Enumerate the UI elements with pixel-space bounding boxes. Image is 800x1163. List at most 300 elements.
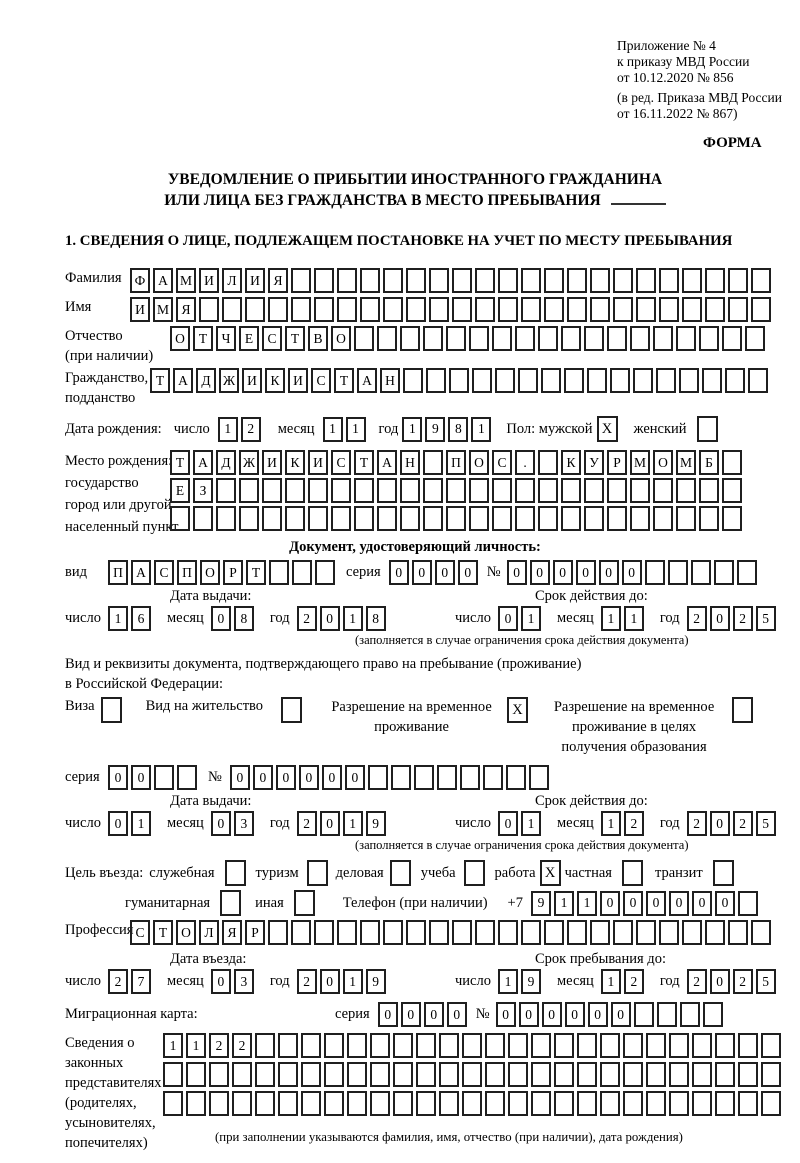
char-cell[interactable] [518, 368, 538, 393]
char-cell[interactable] [469, 506, 489, 531]
char-cell[interactable] [705, 268, 725, 293]
char-cell[interactable] [725, 368, 745, 393]
char-cell[interactable]: 2 [687, 811, 707, 836]
char-cell[interactable] [715, 1033, 735, 1058]
char-cell[interactable] [291, 297, 311, 322]
char-cell[interactable] [347, 1033, 367, 1058]
char-cell[interactable]: 1 [577, 891, 597, 916]
char-cell[interactable] [452, 297, 472, 322]
char-cell[interactable] [370, 1033, 390, 1058]
char-cell[interactable]: Т [153, 920, 173, 945]
char-cell[interactable] [668, 560, 688, 585]
char-cell[interactable] [646, 1033, 666, 1058]
char-cell[interactable]: Д [216, 450, 236, 475]
char-cell[interactable] [630, 326, 650, 351]
char-cell[interactable] [416, 1062, 436, 1087]
char-cell[interactable] [515, 478, 535, 503]
char-cell[interactable]: 2 [624, 969, 644, 994]
char-cell[interactable] [439, 1033, 459, 1058]
char-cell[interactable]: 0 [519, 1002, 539, 1027]
char-cell[interactable] [308, 478, 328, 503]
char-cell[interactable] [292, 560, 312, 585]
char-cell[interactable] [669, 1033, 689, 1058]
char-cell[interactable]: М [630, 450, 650, 475]
char-cell[interactable]: 0 [622, 560, 642, 585]
char-cell[interactable]: И [262, 450, 282, 475]
char-cell[interactable]: 0 [108, 765, 128, 790]
purpose-business-checkbox[interactable] [390, 860, 411, 886]
char-cell[interactable]: Т [334, 368, 354, 393]
char-cell[interactable] [370, 1062, 390, 1087]
char-cell[interactable] [630, 478, 650, 503]
char-cell[interactable] [492, 478, 512, 503]
char-cell[interactable]: 0 [131, 765, 151, 790]
char-cell[interactable]: Н [400, 450, 420, 475]
char-cell[interactable] [676, 478, 696, 503]
char-cell[interactable] [623, 1091, 643, 1116]
char-cell[interactable]: 0 [230, 765, 250, 790]
char-cell[interactable]: 0 [599, 560, 619, 585]
char-cell[interactable] [584, 478, 604, 503]
char-cell[interactable]: К [285, 450, 305, 475]
char-cell[interactable] [400, 478, 420, 503]
char-cell[interactable] [600, 1033, 620, 1058]
char-cell[interactable]: Т [193, 326, 213, 351]
char-cell[interactable] [600, 1091, 620, 1116]
char-cell[interactable] [508, 1062, 528, 1087]
char-cell[interactable] [324, 1091, 344, 1116]
sex-female-checkbox[interactable] [697, 416, 718, 442]
char-cell[interactable]: С [262, 326, 282, 351]
char-cell[interactable] [613, 297, 633, 322]
char-cell[interactable]: 0 [692, 891, 712, 916]
char-cell[interactable] [669, 1091, 689, 1116]
char-cell[interactable] [262, 506, 282, 531]
char-cell[interactable]: О [653, 450, 673, 475]
char-cell[interactable] [761, 1033, 781, 1058]
char-cell[interactable]: 5 [756, 811, 776, 836]
char-cell[interactable] [554, 1062, 574, 1087]
char-cell[interactable] [567, 297, 587, 322]
char-cell[interactable] [324, 1033, 344, 1058]
char-cell[interactable]: 2 [297, 811, 317, 836]
char-cell[interactable] [531, 1091, 551, 1116]
char-cell[interactable] [607, 478, 627, 503]
char-cell[interactable] [163, 1091, 183, 1116]
char-cell[interactable]: 2 [733, 969, 753, 994]
char-cell[interactable]: 0 [507, 560, 527, 585]
char-cell[interactable] [646, 1062, 666, 1087]
char-cell[interactable]: О [170, 326, 190, 351]
char-cell[interactable] [186, 1062, 206, 1087]
char-cell[interactable] [554, 1091, 574, 1116]
char-cell[interactable] [538, 506, 558, 531]
char-cell[interactable] [469, 326, 489, 351]
char-cell[interactable] [702, 368, 722, 393]
char-cell[interactable]: 6 [131, 606, 151, 631]
char-cell[interactable] [416, 1091, 436, 1116]
char-cell[interactable] [177, 765, 197, 790]
char-cell[interactable]: С [331, 450, 351, 475]
char-cell[interactable] [498, 920, 518, 945]
char-cell[interactable] [751, 268, 771, 293]
char-cell[interactable] [577, 1091, 597, 1116]
char-cell[interactable] [531, 1062, 551, 1087]
char-cell[interactable]: 0 [710, 969, 730, 994]
char-cell[interactable]: И [130, 297, 150, 322]
char-cell[interactable] [699, 506, 719, 531]
char-cell[interactable] [285, 478, 305, 503]
char-cell[interactable] [377, 478, 397, 503]
char-cell[interactable] [636, 920, 656, 945]
char-cell[interactable]: 0 [299, 765, 319, 790]
char-cell[interactable] [590, 920, 610, 945]
char-cell[interactable] [692, 1091, 712, 1116]
char-cell[interactable] [636, 268, 656, 293]
char-cell[interactable] [255, 1062, 275, 1087]
char-cell[interactable]: Т [170, 450, 190, 475]
char-cell[interactable] [475, 297, 495, 322]
char-cell[interactable]: П [177, 560, 197, 585]
char-cell[interactable]: 2 [297, 606, 317, 631]
char-cell[interactable] [485, 1062, 505, 1087]
char-cell[interactable] [722, 326, 742, 351]
char-cell[interactable] [446, 326, 466, 351]
char-cell[interactable] [590, 268, 610, 293]
char-cell[interactable]: 1 [521, 811, 541, 836]
char-cell[interactable]: Я [222, 920, 242, 945]
char-cell[interactable]: 1 [108, 606, 128, 631]
char-cell[interactable] [567, 920, 587, 945]
char-cell[interactable] [239, 506, 259, 531]
char-cell[interactable]: . [515, 450, 535, 475]
char-cell[interactable]: Ж [239, 450, 259, 475]
char-cell[interactable]: 1 [131, 811, 151, 836]
char-cell[interactable] [544, 920, 564, 945]
char-cell[interactable] [446, 478, 466, 503]
char-cell[interactable]: Н [380, 368, 400, 393]
char-cell[interactable]: 9 [366, 811, 386, 836]
char-cell[interactable]: 1 [624, 606, 644, 631]
char-cell[interactable]: 0 [715, 891, 735, 916]
char-cell[interactable] [722, 506, 742, 531]
char-cell[interactable] [645, 560, 665, 585]
char-cell[interactable] [508, 1033, 528, 1058]
char-cell[interactable] [748, 368, 768, 393]
char-cell[interactable]: 0 [458, 560, 478, 585]
char-cell[interactable] [659, 297, 679, 322]
char-cell[interactable]: 2 [624, 811, 644, 836]
char-cell[interactable]: Е [170, 478, 190, 503]
char-cell[interactable]: 1 [601, 969, 621, 994]
sex-male-checkbox[interactable]: X [597, 416, 618, 442]
char-cell[interactable] [199, 297, 219, 322]
char-cell[interactable] [414, 765, 434, 790]
char-cell[interactable] [163, 1062, 183, 1087]
char-cell[interactable] [291, 268, 311, 293]
char-cell[interactable] [703, 1002, 723, 1027]
char-cell[interactable] [485, 1091, 505, 1116]
char-cell[interactable] [347, 1062, 367, 1087]
char-cell[interactable]: 1 [346, 417, 366, 442]
char-cell[interactable]: 1 [521, 606, 541, 631]
char-cell[interactable] [544, 297, 564, 322]
char-cell[interactable] [561, 506, 581, 531]
char-cell[interactable] [315, 560, 335, 585]
char-cell[interactable] [360, 920, 380, 945]
char-cell[interactable] [714, 560, 734, 585]
purpose-work-checkbox[interactable]: X [540, 860, 561, 886]
char-cell[interactable]: К [561, 450, 581, 475]
char-cell[interactable] [393, 1062, 413, 1087]
char-cell[interactable]: 0 [322, 765, 342, 790]
char-cell[interactable]: М [676, 450, 696, 475]
char-cell[interactable]: 2 [687, 969, 707, 994]
char-cell[interactable] [567, 268, 587, 293]
char-cell[interactable]: 9 [425, 417, 445, 442]
char-cell[interactable]: О [200, 560, 220, 585]
char-cell[interactable] [538, 450, 558, 475]
char-cell[interactable] [314, 268, 334, 293]
purpose-other-checkbox[interactable] [294, 890, 315, 916]
char-cell[interactable] [278, 1062, 298, 1087]
char-cell[interactable] [393, 1091, 413, 1116]
char-cell[interactable] [634, 1002, 654, 1027]
char-cell[interactable] [337, 297, 357, 322]
char-cell[interactable]: 0 [611, 1002, 631, 1027]
char-cell[interactable] [653, 506, 673, 531]
char-cell[interactable]: 0 [646, 891, 666, 916]
char-cell[interactable]: 2 [241, 417, 261, 442]
char-cell[interactable] [406, 297, 426, 322]
char-cell[interactable]: А [377, 450, 397, 475]
char-cell[interactable] [400, 326, 420, 351]
char-cell[interactable]: Р [223, 560, 243, 585]
char-cell[interactable]: Б [699, 450, 719, 475]
char-cell[interactable]: А [153, 268, 173, 293]
char-cell[interactable] [232, 1091, 252, 1116]
char-cell[interactable] [577, 1062, 597, 1087]
char-cell[interactable] [653, 478, 673, 503]
char-cell[interactable] [446, 506, 466, 531]
char-cell[interactable] [370, 1091, 390, 1116]
char-cell[interactable] [657, 1002, 677, 1027]
char-cell[interactable] [728, 268, 748, 293]
char-cell[interactable]: 1 [218, 417, 238, 442]
char-cell[interactable] [630, 506, 650, 531]
char-cell[interactable]: 1 [554, 891, 574, 916]
char-cell[interactable]: 1 [601, 606, 621, 631]
char-cell[interactable]: 0 [498, 811, 518, 836]
char-cell[interactable]: С [130, 920, 150, 945]
char-cell[interactable]: 3 [234, 811, 254, 836]
char-cell[interactable] [515, 506, 535, 531]
char-cell[interactable]: Л [199, 920, 219, 945]
char-cell[interactable] [439, 1091, 459, 1116]
char-cell[interactable] [331, 506, 351, 531]
char-cell[interactable] [485, 1033, 505, 1058]
char-cell[interactable] [538, 326, 558, 351]
char-cell[interactable]: 0 [600, 891, 620, 916]
char-cell[interactable] [761, 1062, 781, 1087]
char-cell[interactable] [705, 920, 725, 945]
char-cell[interactable] [751, 920, 771, 945]
char-cell[interactable]: 0 [345, 765, 365, 790]
char-cell[interactable] [216, 478, 236, 503]
char-cell[interactable] [262, 478, 282, 503]
char-cell[interactable] [239, 478, 259, 503]
char-cell[interactable] [669, 1062, 689, 1087]
char-cell[interactable] [577, 1033, 597, 1058]
char-cell[interactable] [521, 297, 541, 322]
char-cell[interactable]: Р [245, 920, 265, 945]
char-cell[interactable] [423, 506, 443, 531]
char-cell[interactable]: 0 [401, 1002, 421, 1027]
char-cell[interactable] [255, 1091, 275, 1116]
char-cell[interactable]: 3 [234, 969, 254, 994]
char-cell[interactable] [426, 368, 446, 393]
char-cell[interactable] [331, 478, 351, 503]
char-cell[interactable] [209, 1062, 229, 1087]
char-cell[interactable]: В [308, 326, 328, 351]
char-cell[interactable] [761, 1091, 781, 1116]
char-cell[interactable]: 0 [710, 606, 730, 631]
char-cell[interactable] [423, 326, 443, 351]
char-cell[interactable] [506, 765, 526, 790]
char-cell[interactable] [475, 920, 495, 945]
char-cell[interactable] [633, 368, 653, 393]
char-cell[interactable]: А [193, 450, 213, 475]
char-cell[interactable] [607, 326, 627, 351]
char-cell[interactable]: 2 [108, 969, 128, 994]
char-cell[interactable] [705, 297, 725, 322]
purpose-tourism-checkbox[interactable] [307, 860, 328, 886]
char-cell[interactable] [472, 368, 492, 393]
char-cell[interactable]: С [492, 450, 512, 475]
char-cell[interactable]: 0 [378, 1002, 398, 1027]
char-cell[interactable] [659, 920, 679, 945]
char-cell[interactable] [193, 506, 213, 531]
char-cell[interactable]: 8 [448, 417, 468, 442]
char-cell[interactable]: 8 [234, 606, 254, 631]
char-cell[interactable] [728, 297, 748, 322]
char-cell[interactable]: 0 [553, 560, 573, 585]
char-cell[interactable]: Т [150, 368, 170, 393]
char-cell[interactable] [636, 297, 656, 322]
char-cell[interactable] [715, 1062, 735, 1087]
char-cell[interactable]: Я [176, 297, 196, 322]
char-cell[interactable] [607, 506, 627, 531]
residence-permit-checkbox[interactable] [281, 697, 302, 723]
char-cell[interactable] [416, 1033, 436, 1058]
char-cell[interactable] [699, 326, 719, 351]
char-cell[interactable] [646, 1091, 666, 1116]
char-cell[interactable]: И [288, 368, 308, 393]
char-cell[interactable] [656, 368, 676, 393]
char-cell[interactable]: 0 [253, 765, 273, 790]
char-cell[interactable]: 0 [530, 560, 550, 585]
char-cell[interactable]: 0 [576, 560, 596, 585]
purpose-study-checkbox[interactable] [464, 860, 485, 886]
char-cell[interactable] [676, 326, 696, 351]
char-cell[interactable]: 1 [343, 811, 363, 836]
char-cell[interactable]: А [173, 368, 193, 393]
purpose-private-checkbox[interactable] [622, 860, 643, 886]
char-cell[interactable] [377, 506, 397, 531]
char-cell[interactable] [268, 297, 288, 322]
char-cell[interactable] [653, 326, 673, 351]
char-cell[interactable] [745, 326, 765, 351]
char-cell[interactable] [393, 1033, 413, 1058]
char-cell[interactable] [462, 1062, 482, 1087]
char-cell[interactable] [676, 506, 696, 531]
char-cell[interactable] [301, 1062, 321, 1087]
char-cell[interactable] [531, 1033, 551, 1058]
char-cell[interactable] [222, 297, 242, 322]
char-cell[interactable]: 9 [366, 969, 386, 994]
char-cell[interactable]: Я [268, 268, 288, 293]
char-cell[interactable] [301, 1091, 321, 1116]
char-cell[interactable] [738, 1033, 758, 1058]
char-cell[interactable] [561, 326, 581, 351]
char-cell[interactable] [452, 268, 472, 293]
char-cell[interactable] [541, 368, 561, 393]
char-cell[interactable] [423, 478, 443, 503]
char-cell[interactable] [269, 560, 289, 585]
char-cell[interactable] [682, 920, 702, 945]
char-cell[interactable] [529, 765, 549, 790]
char-cell[interactable] [354, 478, 374, 503]
char-cell[interactable] [495, 368, 515, 393]
visa-checkbox[interactable] [101, 697, 122, 723]
char-cell[interactable] [216, 506, 236, 531]
char-cell[interactable]: З [193, 478, 213, 503]
char-cell[interactable] [403, 368, 423, 393]
char-cell[interactable]: 0 [389, 560, 409, 585]
char-cell[interactable]: 0 [447, 1002, 467, 1027]
char-cell[interactable] [613, 920, 633, 945]
char-cell[interactable]: 2 [687, 606, 707, 631]
purpose-official-checkbox[interactable] [225, 860, 246, 886]
char-cell[interactable] [308, 506, 328, 531]
char-cell[interactable] [699, 478, 719, 503]
char-cell[interactable]: П [108, 560, 128, 585]
char-cell[interactable] [383, 268, 403, 293]
char-cell[interactable] [462, 1033, 482, 1058]
char-cell[interactable]: 1 [186, 1033, 206, 1058]
char-cell[interactable]: Ж [219, 368, 239, 393]
char-cell[interactable] [613, 268, 633, 293]
char-cell[interactable] [452, 920, 472, 945]
char-cell[interactable] [383, 297, 403, 322]
char-cell[interactable]: 0 [669, 891, 689, 916]
char-cell[interactable]: 1 [323, 417, 343, 442]
char-cell[interactable] [521, 920, 541, 945]
char-cell[interactable] [738, 1062, 758, 1087]
char-cell[interactable] [498, 268, 518, 293]
char-cell[interactable] [554, 1033, 574, 1058]
char-cell[interactable] [400, 506, 420, 531]
char-cell[interactable]: Т [285, 326, 305, 351]
char-cell[interactable]: 1 [601, 811, 621, 836]
char-cell[interactable]: 0 [565, 1002, 585, 1027]
char-cell[interactable] [314, 297, 334, 322]
char-cell[interactable]: Ф [130, 268, 150, 293]
char-cell[interactable] [154, 765, 174, 790]
char-cell[interactable]: 0 [710, 811, 730, 836]
char-cell[interactable]: О [469, 450, 489, 475]
char-cell[interactable]: П [446, 450, 466, 475]
